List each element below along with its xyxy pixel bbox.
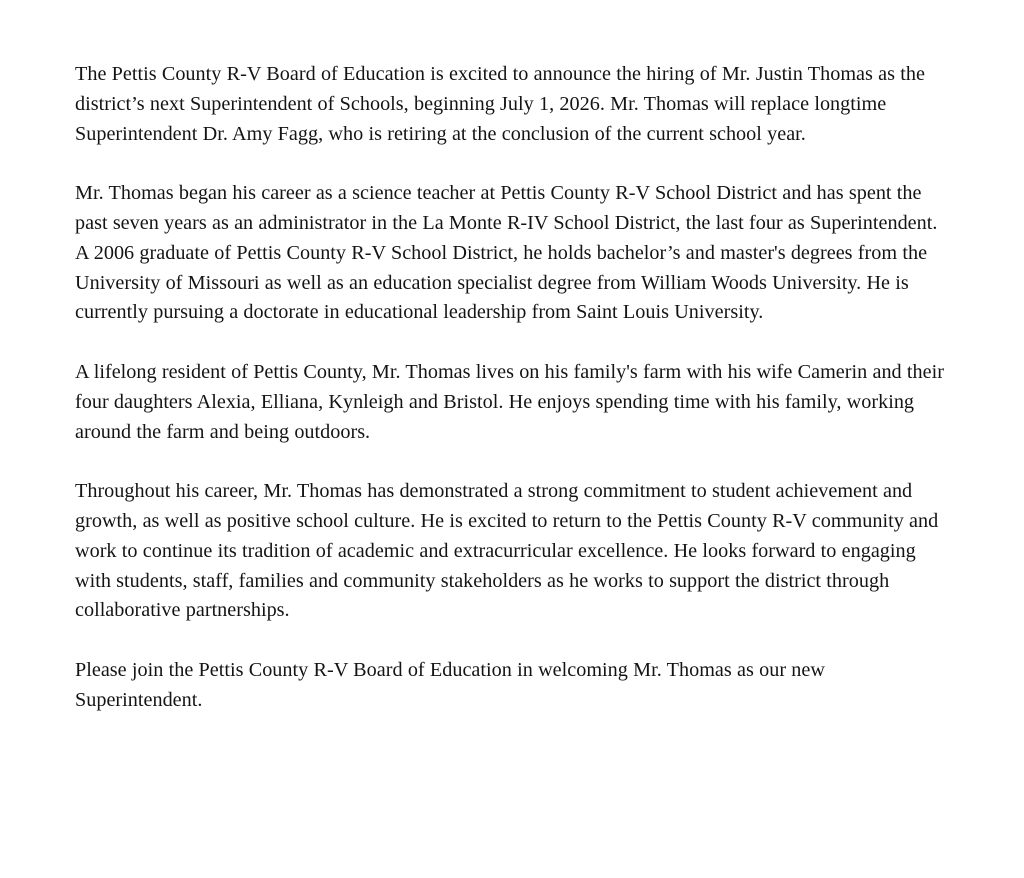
- paragraph-career-commitment: Throughout his career, Mr. Thomas has demonstrated a strong commitment to student achievement and growth, as well as positive school culture. He is excited to return to the Pettis County R-V community and work to continue its tradition of academic and extracurricular excellence. He looks forward to engaging with students, staff, families and community stakeholders as he works to support the district through collaborative partnerships.: [75, 480, 939, 622]
- paragraph-announcement-intro: The Pettis County R-V Board of Education is excited to announce the hiring of Mr. Justin Thomas as the district’s next Superintendent of Schools, beginning July 1, 2026. Mr. Thomas will replace longtime Superintendent Dr. Amy Fagg, who is retiring at the conclusion of the current school year.: [75, 63, 925, 145]
- document-body: [75, 60, 950, 716]
- paragraph-personal-life: A lifelong resident of Pettis County, Mr. Thomas lives on his family's farm with his wife Camerin and their four daughters Alexia, Elliana, Kynleigh and Bristol. He enjoys spending time with his family, working around the farm and being outdoors.: [75, 360, 944, 443]
- paragraph-closing-welcome: Please join the Pettis County R-V Board of Education in welcoming Mr. Thomas as our new Superintendent.: [75, 658, 825, 711]
- paragraph-career-background: Mr. Thomas began his career as a science teacher at Pettis County R-V School District and has spent the past seven years as an administrator in the La Monte R-IV School District, the last four as Superintendent. A 2006 graduate of Pettis County R-V School District, he holds bachelor’s and master's degrees from the University of Missouri as well as an education specialist degree from William Woods University. He is currently pursuing a doctorate in educational leadership from Saint Louis University.: [75, 182, 938, 324]
